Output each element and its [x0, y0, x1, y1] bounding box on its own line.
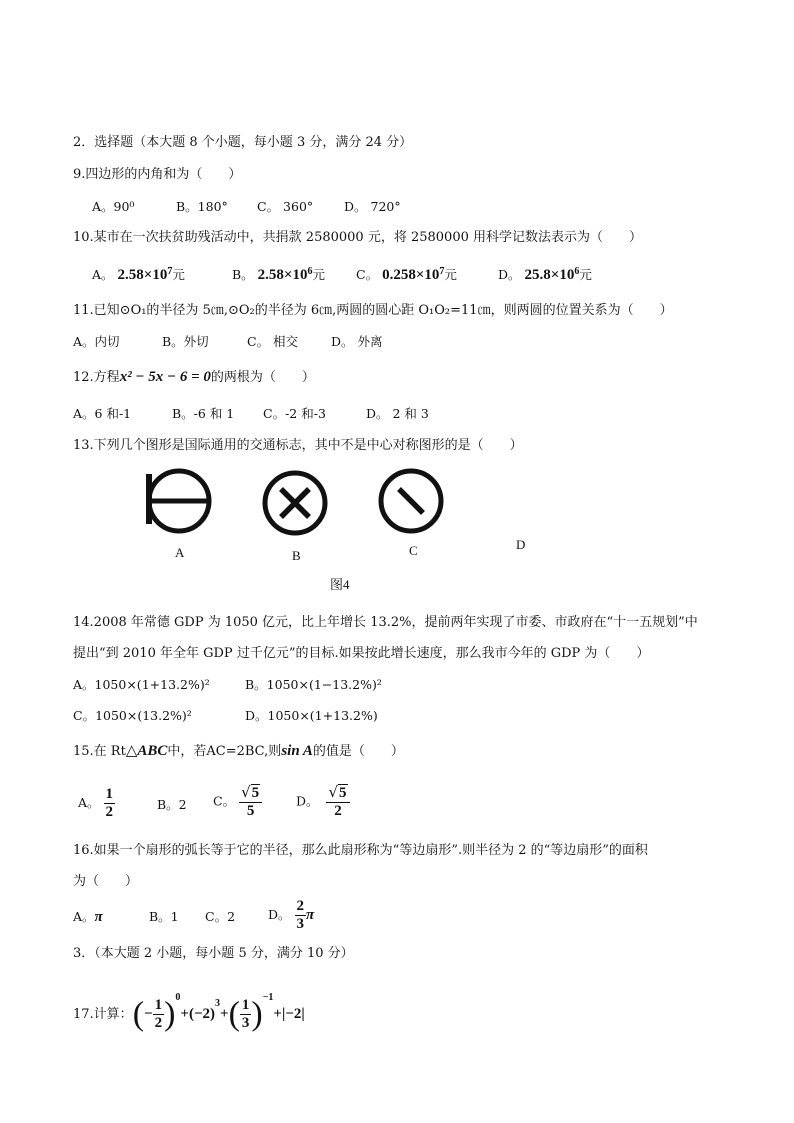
q10-c-exp: 7 — [439, 266, 445, 277]
q9-option-a: A。90⁰ — [92, 199, 135, 214]
q12-option-d: D。 2 和 3 — [366, 406, 429, 421]
q10-option-c — [356, 264, 457, 283]
q17-f2-num: 1 — [241, 997, 250, 1013]
q15-option-b: B。2 — [157, 797, 187, 812]
q10-b-expr: 2.58×10 — [257, 267, 308, 284]
q15-stem-prefix: 15.在 Rt — [73, 744, 126, 759]
q16-d-label: D。 — [268, 907, 291, 922]
sign-a-label: A — [175, 545, 185, 560]
q17-f2-den: 3 — [241, 1015, 250, 1031]
figure-caption: 图4 — [330, 577, 350, 592]
sign-b-label: B — [292, 548, 301, 563]
q16-d-fraction — [295, 898, 307, 933]
q15-d-label: D。 — [296, 793, 319, 809]
q15-option-a — [78, 786, 115, 821]
q16-option-b: B。1 — [149, 909, 179, 924]
q10-a-unit: 元 — [172, 267, 185, 283]
q9-option-c: C。 360° — [257, 199, 314, 214]
q10-c-expr: 0.258×10 — [382, 267, 440, 284]
q11-option-c: C。 相交 — [247, 334, 299, 349]
q17-term-4: +|−2| — [273, 1006, 305, 1022]
q15-c-den: 5 — [246, 803, 255, 819]
q17-exp-2: 3 — [215, 998, 220, 1009]
q15-d-sqrt-icon: √ — [328, 783, 339, 801]
q10-c-unit: 元 — [444, 267, 457, 283]
sign-c-icon — [376, 467, 446, 535]
q15-stem-suffix: 的值是（ ） — [312, 744, 404, 759]
q17-fraction-2 — [240, 997, 252, 1032]
q10-d-exp: 6 — [574, 266, 580, 277]
q16-a-val: π — [94, 909, 103, 925]
question-13-stem: 13.下列几个图形是国际通用的交通标志，其中不是中心对称图形的是（ ） — [73, 438, 523, 453]
q11-option-a: A。内切 — [73, 334, 120, 349]
q10-b-unit: 元 — [312, 267, 325, 283]
q16-d-pi: π — [306, 907, 315, 923]
q14-option-a: A。1050×(1+13.2%)² — [73, 677, 210, 692]
q14-option-b: B。1050×(1−13.2%)² — [245, 677, 382, 692]
q12-equation: x² − 5x − 6 = 0 — [119, 369, 211, 385]
q17-plus: + — [220, 1006, 229, 1022]
q17-exp-3: −1 — [262, 992, 274, 1003]
q10-option-b — [232, 264, 325, 283]
q17-minus: − — [144, 1006, 153, 1022]
q15-a-label: A。 — [78, 795, 100, 810]
q12-option-c: C。-2 和-3 — [263, 406, 326, 421]
section-3-header: 3．（本大题 2 小题，每小题 5 分，满分 10 分） — [73, 946, 354, 961]
q10-d-expr: 25.8×10 — [524, 267, 575, 284]
q16-option-c: C。2 — [205, 909, 236, 924]
q15-option-c — [213, 784, 262, 820]
q15-c-num-wrap — [239, 784, 262, 803]
question-17 — [73, 978, 305, 1035]
q15-a-den: 2 — [105, 804, 114, 820]
q15-triangle: △ABC — [125, 743, 168, 759]
q17-paren-open-1: ( — [132, 995, 145, 1033]
question-12-stem — [73, 369, 315, 386]
q17-prefix: 17.计算： — [73, 1007, 133, 1022]
q10-a-exp: 7 — [167, 266, 173, 277]
q9-option-b: B。180° — [176, 199, 228, 214]
question-15-stem — [73, 743, 404, 760]
q16-a-label: A。 — [73, 909, 95, 924]
q17-fraction-1 — [153, 997, 165, 1032]
q11-option-b: B。外切 — [162, 334, 209, 349]
sign-c-label: C — [409, 543, 418, 558]
q17-paren-close-2: ) — [251, 995, 263, 1033]
q15-d-num: 5 — [339, 785, 347, 801]
q15-a-fraction — [104, 786, 116, 821]
q16-d-den: 3 — [296, 916, 305, 932]
sign-a-icon — [140, 468, 220, 534]
q17-exp-1: 0 — [175, 992, 181, 1003]
q10-option-d — [498, 264, 592, 283]
q17-paren-close-1: ) — [164, 995, 176, 1033]
q15-sin-expr: sin A — [281, 743, 313, 759]
q10-d-unit: 元 — [579, 267, 592, 283]
q14-option-c: C。1050×(13.2%)² — [73, 708, 192, 723]
sign-b-icon — [260, 469, 330, 537]
q9-option-d: D。 720° — [344, 199, 401, 214]
q16-d-num: 2 — [296, 898, 305, 914]
question-14-stem-line-2: 提出“到 2010 年全年 GDP 过千亿元”的目标.如果按此增长速度，那么我市今年的 GDP 为（ ） — [73, 646, 650, 661]
q10-a-expr: 2.58×10 — [117, 267, 168, 284]
q15-c-fraction — [239, 784, 262, 820]
q17-term-2: +(−2) — [180, 1006, 215, 1022]
question-14-stem-line-1: 14.2008 年常德 GDP 为 1050 亿元，比上年增长 13.2%，提前两年实现了市委、市政府在“十一五规划”中 — [73, 615, 698, 630]
q10-b-label: B。 — [232, 267, 254, 283]
q10-c-label: C。 — [356, 267, 379, 283]
q15-option-d — [296, 784, 350, 820]
q12-option-a: A。6 和-1 — [73, 406, 132, 421]
sign-d-label: D — [516, 537, 526, 552]
question-11-stem: 11.已知⊙O₁的半径为 5㎝,⊙O₂的半径为 6㎝,两圆的圆心距 O₁O₂=11㎝，则两圆的位置关系为（ ） — [73, 303, 673, 318]
q17-paren-open-2: ( — [228, 995, 240, 1033]
q15-d-fraction — [326, 784, 349, 820]
q10-a-label: A。 — [92, 267, 114, 283]
q15-a-num: 1 — [105, 786, 114, 802]
q15-c-label: C。 — [213, 793, 236, 809]
q14-option-d: D。1050×(1+13.2%) — [245, 708, 378, 723]
question-9-stem: 9.四边形的内角和为（ ） — [73, 167, 242, 182]
q15-stem-mid: 中，若AC=2BC,则 — [167, 744, 282, 759]
q17-f1-den: 2 — [154, 1015, 163, 1031]
q16-option-d — [268, 898, 314, 933]
q15-c-num: 5 — [251, 785, 260, 801]
q15-d-den: 2 — [334, 803, 342, 819]
q16-option-a — [73, 909, 103, 925]
q10-b-exp: 6 — [307, 266, 313, 277]
question-16-stem-line-2: 为（ ） — [73, 874, 139, 889]
q10-option-a — [92, 264, 185, 283]
q17-f1-num: 1 — [154, 997, 163, 1013]
q12-option-b: B。-6 和 1 — [172, 406, 235, 421]
q11-option-d: D。 外离 — [331, 334, 383, 349]
question-16-stem-line-1: 16.如果一个扇形的弧长等于它的半径，那么此扇形称为“等边扇形”.则半径为 2 的“等边扇形”的面积 — [73, 843, 648, 858]
question-10-stem: 10.某市在一次扶贫助残活动中，共捐款 2580000 元，将 2580000 用科学记数法表示为（ ） — [73, 230, 642, 245]
q15-d-num-wrap — [326, 784, 349, 803]
section-2-header: 2．选择题（本大题 8 个小题，每小题 3 分，满分 24 分） — [73, 135, 413, 150]
q15-c-sqrt-icon: √ — [241, 783, 251, 801]
q12-stem-prefix: 12.方程 — [73, 370, 120, 385]
q10-d-label: D。 — [498, 267, 521, 283]
q12-stem-suffix: 的两根为（ ） — [210, 370, 315, 385]
